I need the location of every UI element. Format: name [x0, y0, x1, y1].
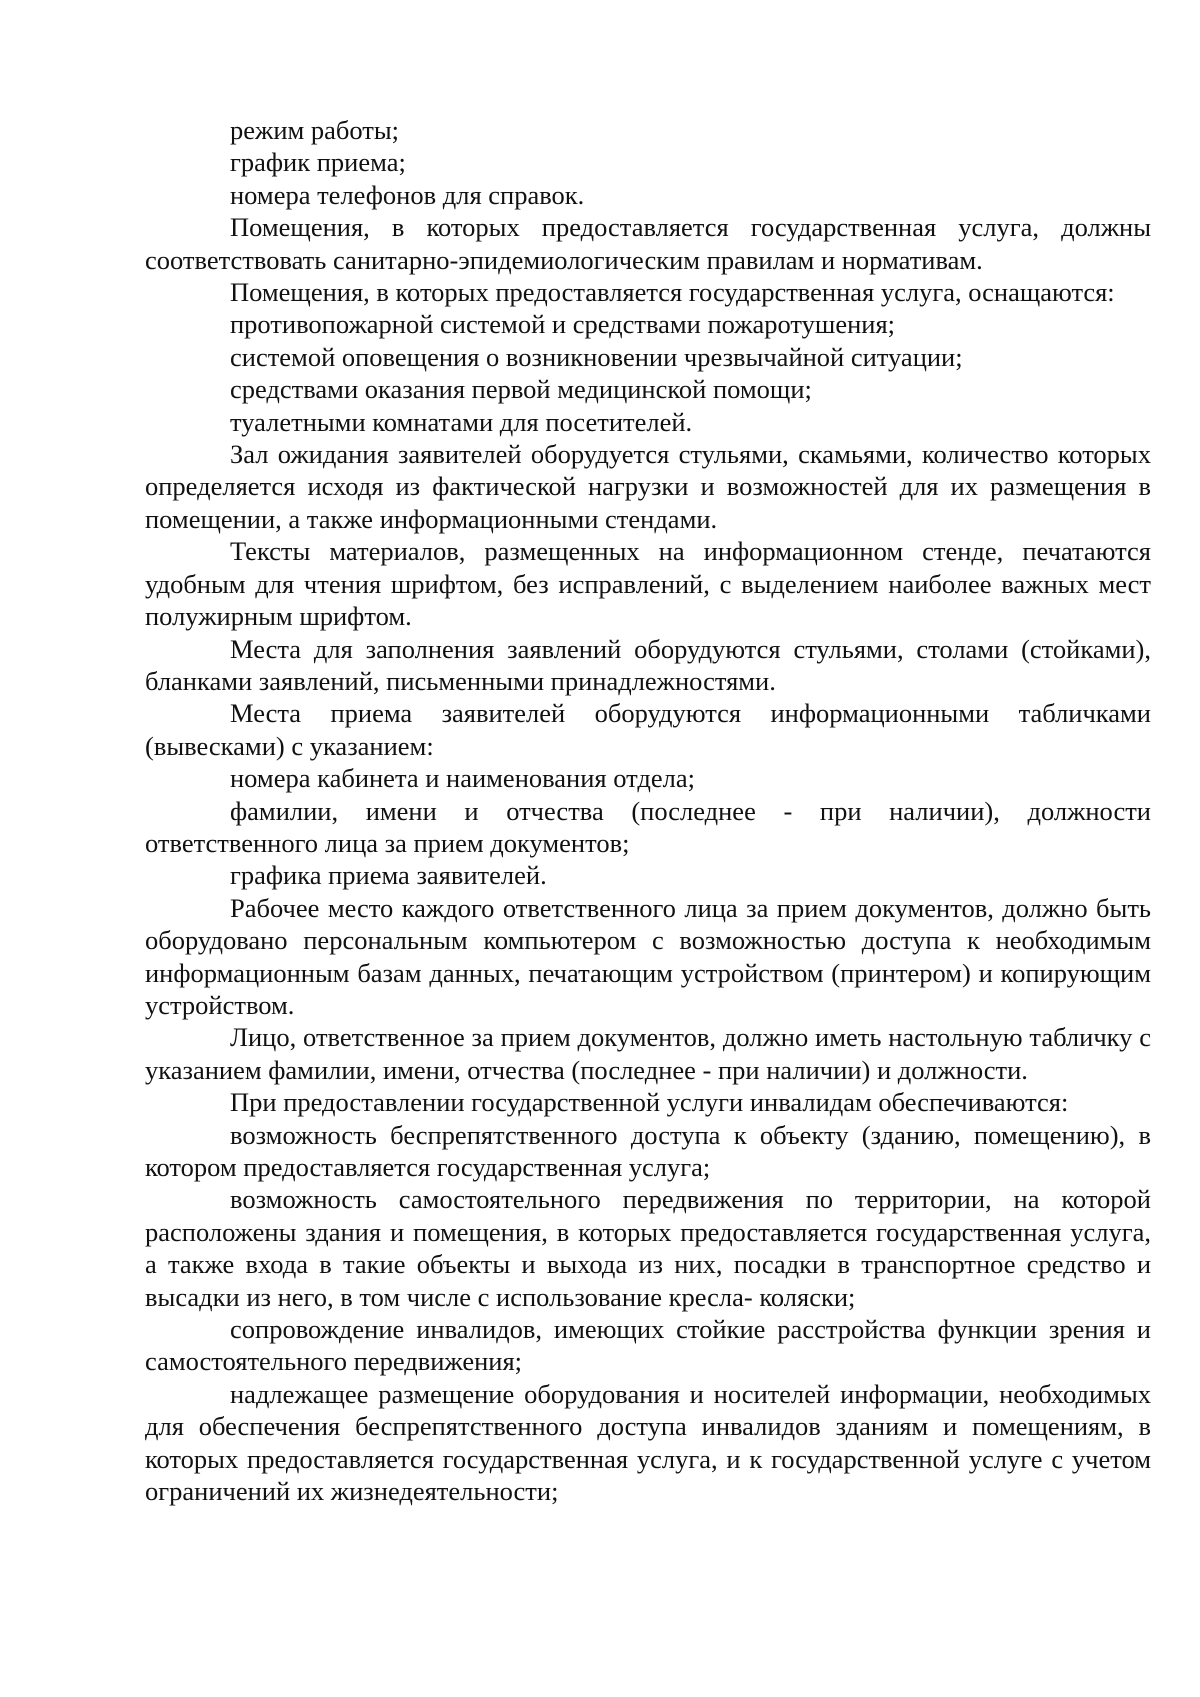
paragraph-premises-equipped: Помещения, в которых предоставляется государственная услуга, оснащаются: — [230, 277, 1115, 308]
paragraph-workplace-equipment: Рабочее место каждого ответственного лица за прием документов, должно быть оборудовано персональным компьютером с возможностью доступа к необходимым информационным базам данных, печатающим устройством (принтером) и копирующим устройством. — [145, 892, 1151, 1020]
paragraph-first-aid: средствами оказания первой медицинской помощи; — [230, 374, 812, 405]
paragraph-info-stand-texts: Тексты материалов, размещенных на информационном стенде, печатаются удобным для чтения шрифтом, без исправлений, с выделением наиболее важных мест полужирным шрифтом. — [145, 536, 1151, 632]
paragraph-escort: сопровождение инвалидов, имеющих стойкие расстройства функции зрения и самостоятельного передвижения; — [145, 1314, 1151, 1377]
paragraph-equipment-placement: надлежащее размещение оборудования и носителей информации, необходимых для обеспечения беспрепятственного доступа инвалидов зданиям и помещениям, в которых предоставляется государственная услуга, и к государственной услуге с учетом ограничений их жизнедеятельности; — [145, 1378, 1151, 1507]
document-page — [145, 114, 1151, 1507]
paragraph-desk-nameplate: Лицо, ответственное за прием документов, должно иметь настольную табличку с указанием фамилии, имени, отчества (последнее - при наличии) и должности. — [145, 1022, 1151, 1085]
paragraph-responsible-person-name: фамилии, имени и отчества (последнее - при наличии), должности ответственного лица за прием документов; — [145, 795, 1151, 858]
paragraph-reception-schedule-applicants: графика приема заявителей. — [230, 860, 547, 891]
paragraph-office-number: номера кабинета и наименования отдела; — [230, 763, 695, 794]
paragraph-reception-places: Места приема заявителей оборудуются информационными табличками (вывесками) с указанием: — [145, 698, 1151, 761]
paragraph-alert-system: системой оповещения о возникновении чрезвычайной ситуации; — [230, 341, 963, 372]
paragraph-form-filling-places: Места для заполнения заявлений оборудуются стульями, столами (стойками), бланками заявлений, письменными принадлежностями. — [145, 633, 1151, 696]
paragraph-fire-system: противопожарной системой и средствами пожаротушения; — [230, 309, 895, 340]
paragraph-work-hours: режим работы; — [230, 115, 400, 145]
paragraph-independent-movement: возможность самостоятельного передвижения по территории, на которой расположены здания и помещения, в которых предоставляется государственная услуга, а также входа в такие объекты и выхода из них, посадки в транспортное средство и высадки из него, в том числе с использование кресла- коляски; — [145, 1184, 1151, 1312]
paragraph-disabled-provisions: При предоставлении государственной услуги инвалидам обеспечиваются: — [230, 1087, 1069, 1118]
paragraph-unhindered-access: возможность беспрепятственного доступа к объекту (зданию, помещению), в котором предоставляется государственная услуга; — [145, 1119, 1151, 1182]
paragraph-reception-schedule: график приема; — [230, 147, 406, 178]
paragraph-phone-numbers: номера телефонов для справок. — [230, 179, 585, 210]
paragraph-restrooms: туалетными комнатами для посетителей. — [230, 406, 693, 437]
paragraph-waiting-hall: Зал ожидания заявителей оборудуется стульями, скамьями, количество которых определяется исходя из фактической нагрузки и возможностей для их размещения в помещении, а также информационными стендами. — [145, 439, 1151, 534]
paragraph-premises-sanitary: Помещения, в которых предоставляется государственная услуга, должны соответствовать санитарно-эпидемиологическим правилам и нормативам. — [145, 212, 1151, 275]
